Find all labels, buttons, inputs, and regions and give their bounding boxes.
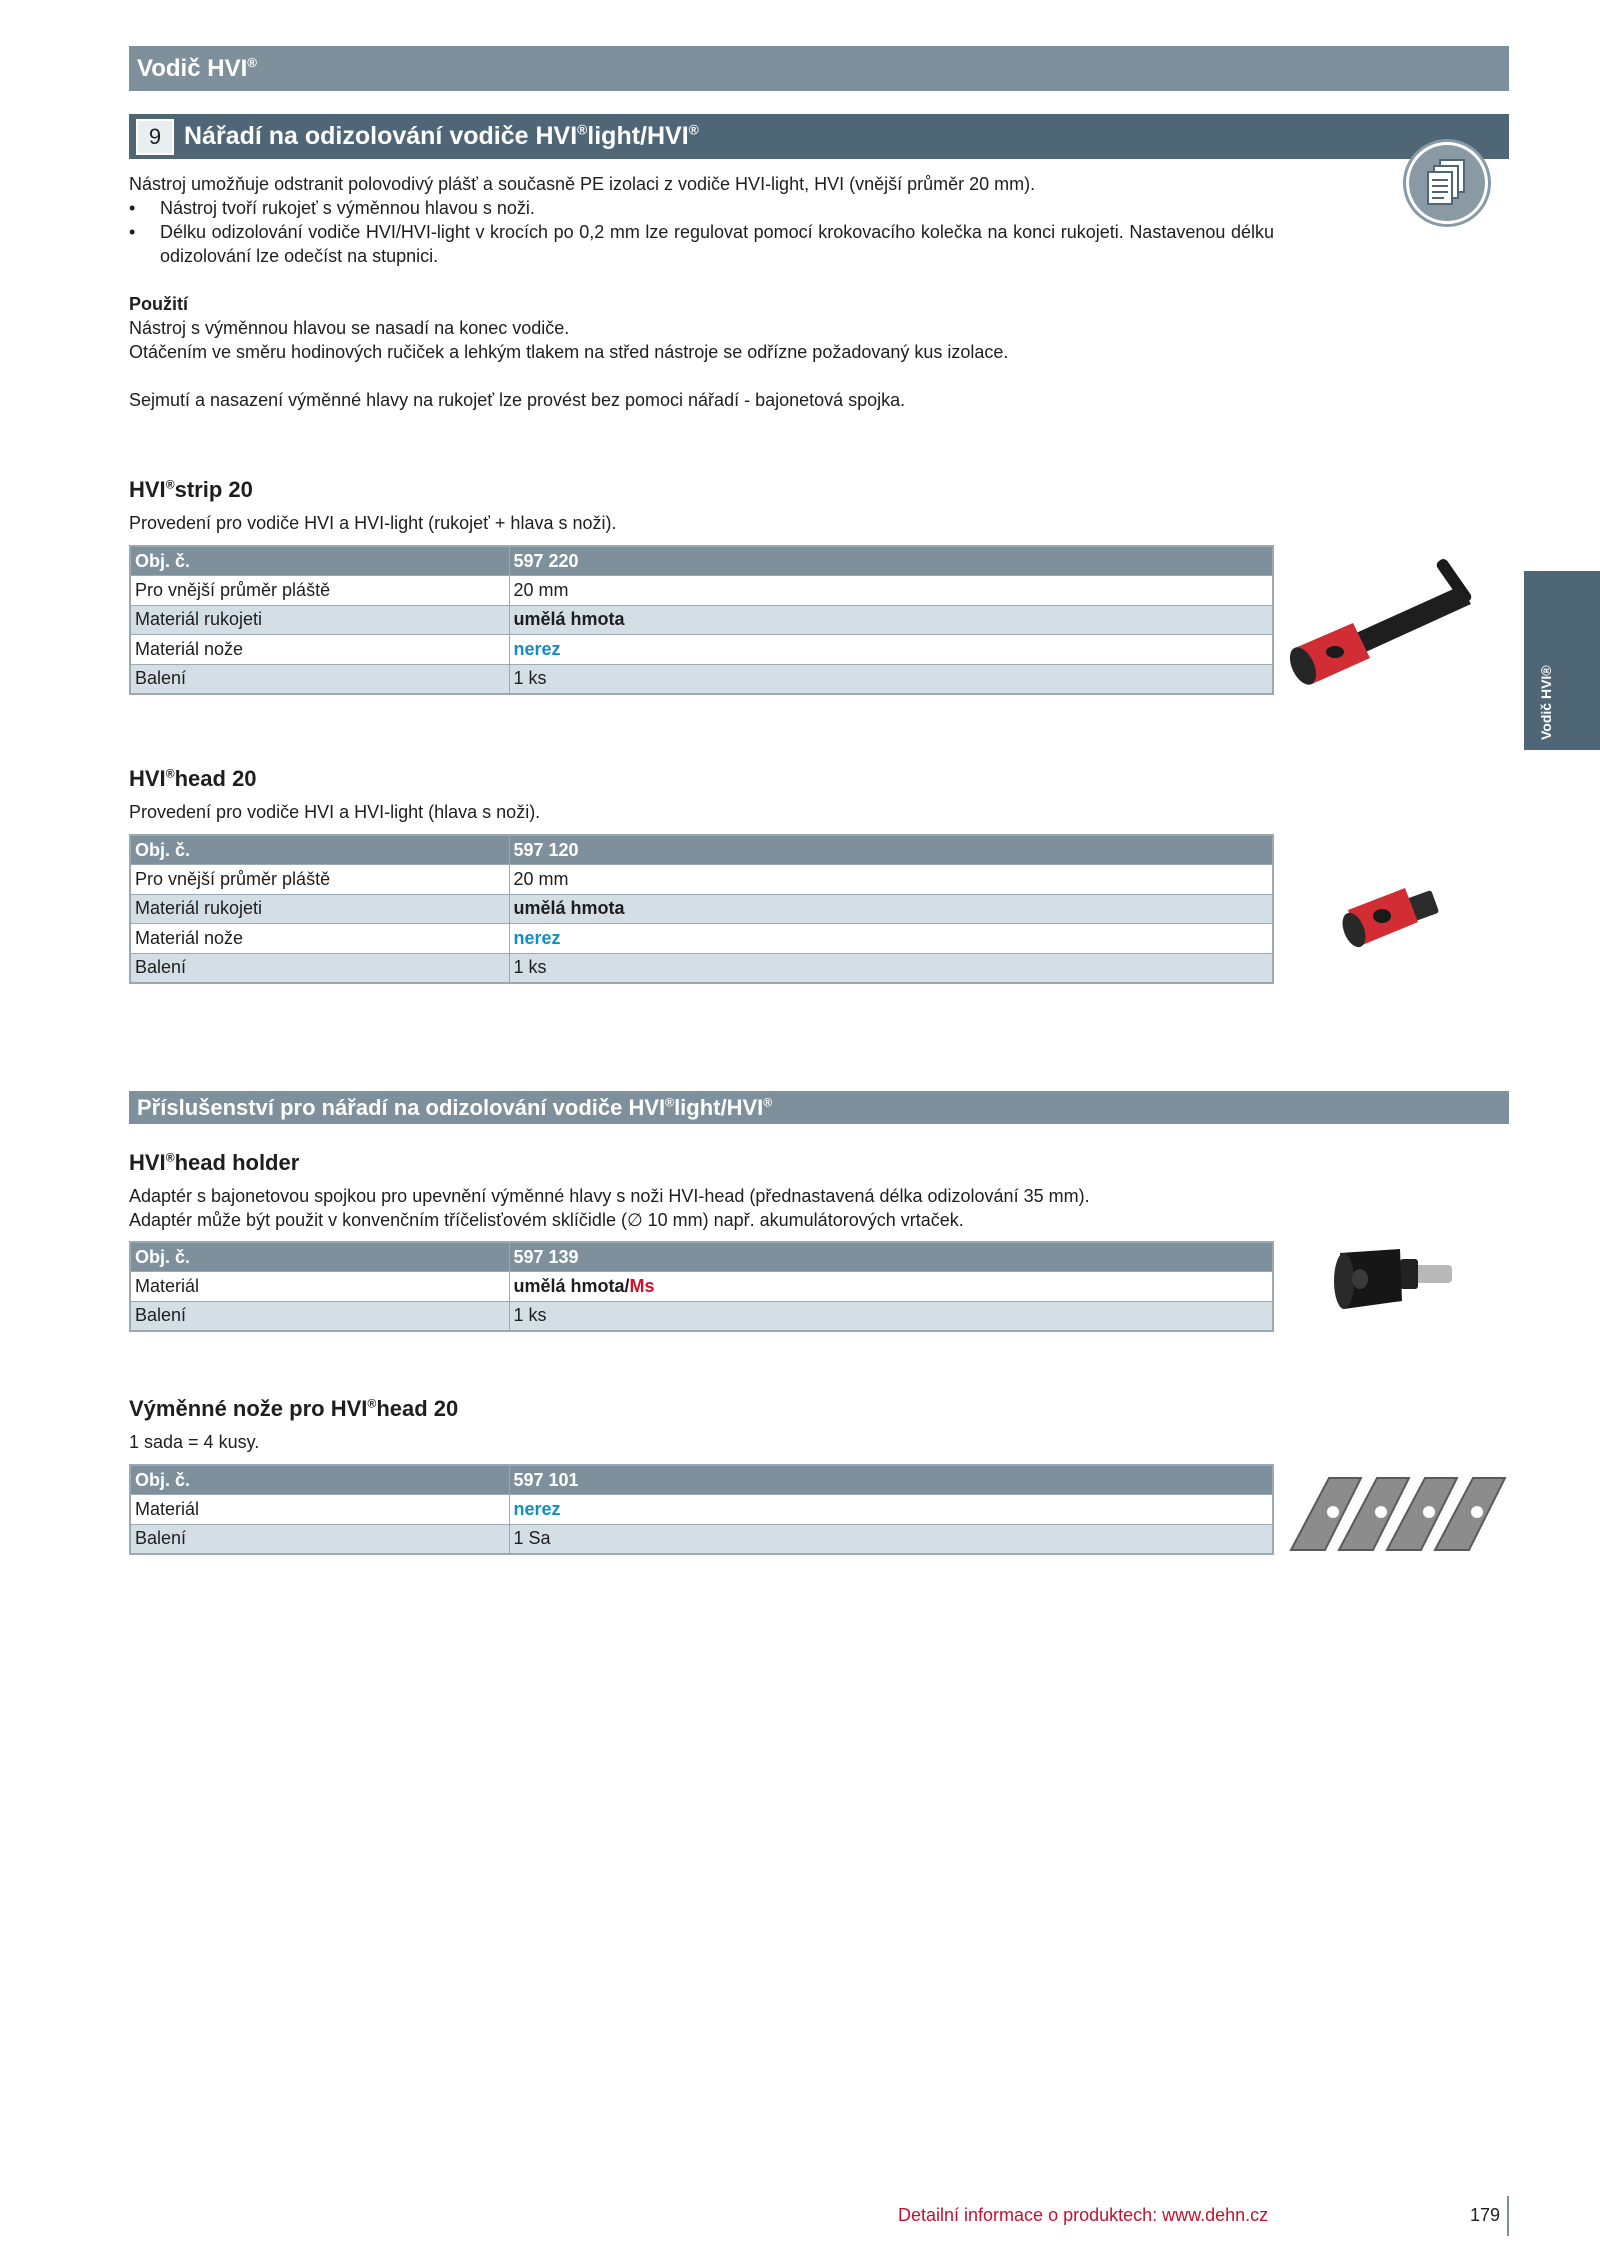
product-desc-line: Adaptér může být použit v konvenčním tříčelisťovém sklíčidle (∅ 10 mm) např. akumulátorových vrtaček. xyxy=(129,1210,964,1230)
table-row xyxy=(130,924,1273,954)
page-rule xyxy=(1507,2196,1509,2236)
accessories-title-a: Příslušenství pro nářadí na odizolování vodiče HVI xyxy=(137,1095,666,1120)
table-cell-value: nerez xyxy=(509,924,1273,954)
intro-bullets xyxy=(129,196,1274,268)
product-title-reg: ® xyxy=(165,1150,175,1165)
usage-line: Otáčením ve směru hodinových ručiček a lehkým tlakem na střed nástroje se odřízne požadovaný kus izolace. xyxy=(129,342,1009,362)
table-cell-value: nerez xyxy=(509,635,1273,665)
page-number: 179 xyxy=(1470,2205,1501,2225)
table-row xyxy=(130,894,1273,924)
product-desc: 1 sada = 4 kusy. xyxy=(129,1432,260,1452)
intro-block xyxy=(129,172,1274,412)
product-title-suffix: head holder xyxy=(174,1150,300,1175)
table-cell-value: umělá hmota xyxy=(509,894,1273,924)
product-title-prefix: Výměnné nože pro HVI xyxy=(129,1396,368,1421)
table-cell-label: Obj. č. xyxy=(130,1465,509,1495)
product-title xyxy=(129,766,257,792)
table-cell-label: Obj. č. xyxy=(130,546,509,576)
product-title xyxy=(129,1396,458,1422)
table-cell-value: nerez xyxy=(509,1495,1273,1525)
header-title: Vodič HVI xyxy=(137,55,248,82)
product-title-prefix: HVI xyxy=(129,766,166,791)
table-row xyxy=(130,953,1273,983)
footer-link[interactable]: Detailní informace o produktech: www.dehn.cz xyxy=(898,2205,1269,2225)
strip-tool-image xyxy=(1275,548,1515,698)
table-row xyxy=(130,1272,1273,1302)
table-cell-value: 20 mm xyxy=(509,576,1273,606)
table-row xyxy=(130,635,1273,665)
table-row xyxy=(130,1242,1273,1272)
table-cell-label: Materiál nože xyxy=(130,635,509,665)
blades-image xyxy=(1285,1470,1510,1555)
table-cell-label: Pro vnější průměr pláště xyxy=(130,576,509,606)
table-row xyxy=(130,664,1273,694)
table-cell-label: Balení xyxy=(130,953,509,983)
product-title-suffix: head 20 xyxy=(376,1396,459,1421)
table-row xyxy=(130,1465,1273,1495)
table-cell-value: 1 ks xyxy=(509,953,1273,983)
section-title xyxy=(184,122,699,151)
product-title xyxy=(129,477,253,503)
order-number[interactable]: 597 101 xyxy=(509,1465,1273,1495)
table-cell-label: Obj. č. xyxy=(130,1242,509,1272)
intro-bullet: • Nástroj tvoří rukojeť s výměnnou hlavou s noži. xyxy=(129,196,1274,220)
table-cell-value: 1 ks xyxy=(509,664,1273,694)
side-tab-label: Vodič HVI® xyxy=(1538,665,1554,740)
table-cell-value: 20 mm xyxy=(509,865,1273,895)
table-cell-label: Materiál xyxy=(130,1272,509,1302)
material-plastic: umělá hmota/ xyxy=(513,1275,630,1296)
header-bar xyxy=(129,46,1509,91)
section-title-a: Nářadí na odizolování vodiče HVI xyxy=(184,122,578,150)
usage-line: Nástroj s výměnnou hlavou se nasadí na konec vodiče. xyxy=(129,318,570,338)
intro-bullet: • Délku odizolování vodiče HVI/HVI-light v krocích po 0,2 mm lze regulovat pomocí krokovacího kolečka na konci rukojeti. Nastavenou délku odizolování lze odečíst na stupnici. xyxy=(129,220,1274,268)
order-number[interactable]: 597 220 xyxy=(509,546,1273,576)
header-title-reg: ® xyxy=(247,55,257,70)
table-row xyxy=(130,1524,1273,1554)
product-title-prefix: HVI xyxy=(129,1150,166,1175)
table-row xyxy=(130,835,1273,865)
table-row xyxy=(130,1495,1273,1525)
table-row xyxy=(130,576,1273,606)
table-cell-value: 1 Sa xyxy=(509,1524,1273,1554)
intro-note: Sejmutí a nasazení výměnné hlavy na rukojeť lze provést bez pomoci nářadí - bajonetová spojka. xyxy=(129,390,906,410)
section-bar xyxy=(129,114,1509,159)
table-cell-value: 1 ks xyxy=(509,1301,1273,1331)
section-title-reg1: ® xyxy=(577,122,588,138)
document-stack-glyph xyxy=(1420,156,1474,210)
side-tab[interactable] xyxy=(1524,571,1600,750)
table-cell-label: Obj. č. xyxy=(130,835,509,865)
table-row xyxy=(130,546,1273,576)
table-cell-label: Materiál xyxy=(130,1495,509,1525)
usage-heading: Použití xyxy=(129,294,188,314)
accessories-bar xyxy=(129,1091,1509,1124)
document-stack-icon[interactable] xyxy=(1403,139,1491,227)
section-title-reg2: ® xyxy=(688,122,699,138)
table-cell-label: Balení xyxy=(130,1301,509,1331)
table-cell-label: Materiál rukojeti xyxy=(130,605,509,635)
table-row xyxy=(130,605,1273,635)
table-cell-label: Materiál rukojeti xyxy=(130,894,509,924)
spec-table xyxy=(129,1241,1274,1332)
product-desc xyxy=(129,1184,1090,1232)
product-title xyxy=(129,1150,299,1176)
product-title-suffix: strip 20 xyxy=(174,477,253,502)
table-cell-label: Pro vnější průměr pláště xyxy=(130,865,509,895)
accessories-title-reg1: ® xyxy=(665,1095,675,1110)
order-number[interactable]: 597 139 xyxy=(509,1242,1273,1272)
product-desc: Provedení pro vodiče HVI a HVI-light (hlava s noži). xyxy=(129,802,541,822)
accessories-title-b: light/HVI xyxy=(674,1095,764,1120)
intro-paragraph: Nástroj umožňuje odstranit polovodivý plášť a současně PE izolaci z vodiče HVI-light, HVI (vnější průměr 20 mm). xyxy=(129,174,1036,194)
accessories-title-reg2: ® xyxy=(763,1095,773,1110)
head-holder-image xyxy=(1330,1235,1470,1335)
section-number: 9 xyxy=(136,119,174,155)
spec-table xyxy=(129,834,1274,984)
product-title-suffix: head 20 xyxy=(174,766,257,791)
table-cell-label: Balení xyxy=(130,1524,509,1554)
table-row xyxy=(130,865,1273,895)
product-title-reg: ® xyxy=(367,1396,377,1411)
product-desc: Provedení pro vodiče HVI a HVI-light (rukojeť + hlava s noži). xyxy=(129,513,617,533)
order-number[interactable]: 597 120 xyxy=(509,835,1273,865)
product-title-prefix: HVI xyxy=(129,477,166,502)
table-row xyxy=(130,1301,1273,1331)
product-title-reg: ® xyxy=(165,477,175,492)
table-cell-value xyxy=(509,1272,1273,1302)
material-brass: Ms xyxy=(629,1275,655,1296)
section-title-b: light/HVI xyxy=(587,122,689,150)
document-stack-icon-bg xyxy=(1409,145,1485,221)
product-desc-line: Adaptér s bajonetovou spojkou pro upevnění výměnné hlavy s noži HVI-head (přednastavená délka odizolování 35 mm). xyxy=(129,1186,1090,1206)
spec-table xyxy=(129,1464,1274,1555)
head-tool-image xyxy=(1340,870,1450,960)
table-cell-label: Balení xyxy=(130,664,509,694)
table-cell-label: Materiál nože xyxy=(130,924,509,954)
table-cell-value: umělá hmota xyxy=(509,605,1273,635)
product-title-reg: ® xyxy=(165,766,175,781)
spec-table xyxy=(129,545,1274,695)
